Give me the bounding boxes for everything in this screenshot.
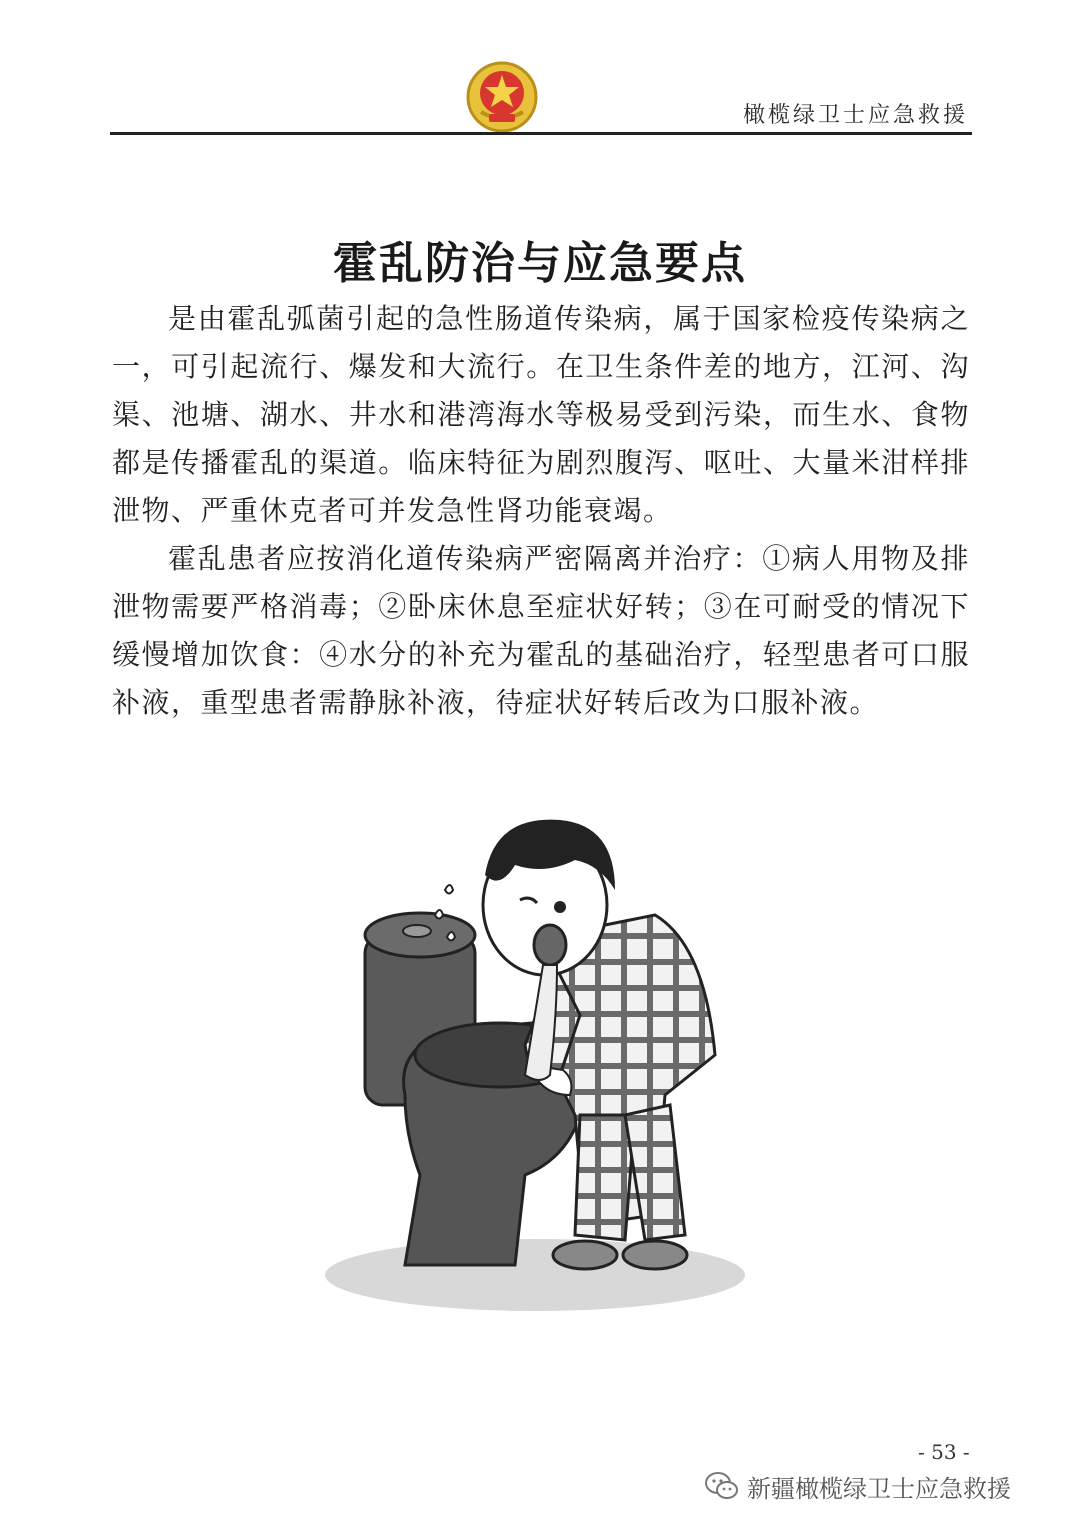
- armed-police-emblem-icon: [465, 60, 539, 134]
- header-title: 橄榄绿卫士应急救援: [742, 103, 968, 128]
- page-title: 霍乱防治与应急要点: [333, 238, 747, 290]
- watermark: [705, 1466, 1011, 1506]
- vomiting-person-illustration: [325, 795, 765, 1315]
- paragraph: 霍乱患者应按消化道传染病严密隔离并治疗：①病人用物及排泄物需要严格消毒；②卧床休息至症状好转；③在可耐受的情况下缓慢增加饮食：④水分的补充为霍乱的基础治疗，轻型患者可口服补液，重型患者需静脉补液，待症状好转后改为口服补液。: [112, 542, 970, 719]
- watermark-text: 新疆橄榄绿卫士应急救援: [747, 1474, 1011, 1503]
- article-body: [112, 295, 970, 727]
- paragraph: 是由霍乱弧菌引起的急性肠道传染病，属于国家检疫传染病之一，可引起流行、爆发和大流行。在卫生条件差的地方，江河、沟渠、池塘、湖水、井水和港湾海水等极易受到污染，而生水、食物都是传播霍乱的渠道。临床特征为剧烈腹泻、呕吐、大量米泔样排泄物、严重休克者可并发急性肾功能衰竭。: [112, 302, 970, 527]
- header-divider: [110, 132, 972, 135]
- page-number: - 53 -: [918, 1440, 970, 1464]
- page-header: [110, 58, 970, 136]
- wechat-icon: [705, 1471, 739, 1501]
